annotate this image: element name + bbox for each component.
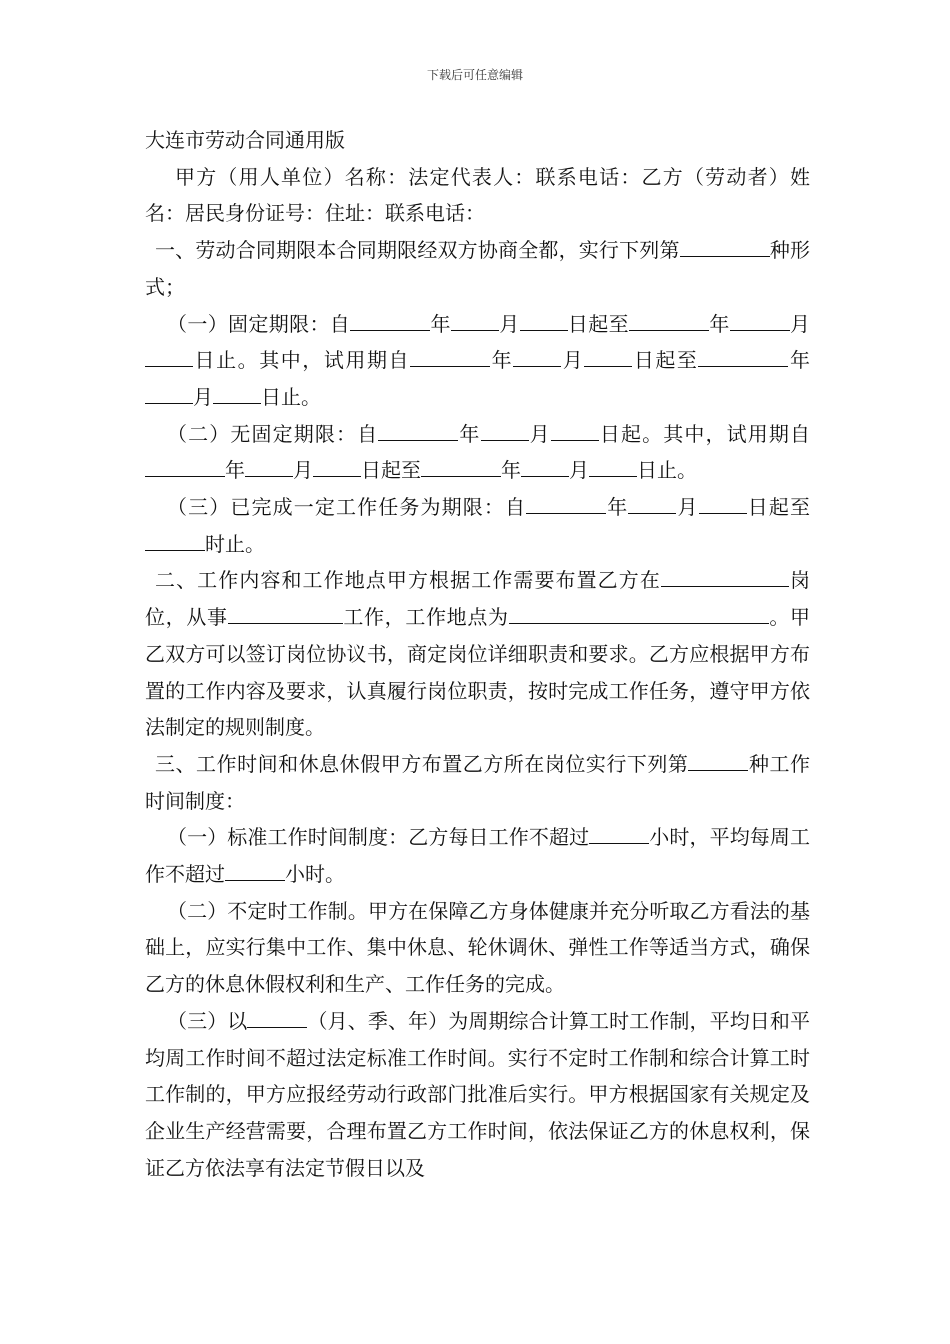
probation-text: 日起。其中，试用期自 (598, 421, 810, 446)
month-label: 月 (498, 311, 520, 336)
blank-field[interactable] (759, 562, 789, 587)
flexible-hours-paragraph (145, 893, 810, 1003)
section-3-text: 三、工作时间和休息休假甲方布置乙方所在岗位实行下列第 (155, 751, 689, 776)
blank-field[interactable] (421, 452, 501, 477)
section-1-paragraph (145, 232, 810, 305)
blank-field[interactable] (313, 452, 361, 477)
blank-field[interactable] (145, 526, 205, 551)
blank-field[interactable] (589, 452, 637, 477)
fixed-term-text: （一）固定期限：自 (167, 311, 351, 336)
year-label: 年 (501, 458, 521, 483)
duties-text: 。甲乙双方可以签订岗位协议书，商定岗位详细职责和要求。乙方应根据甲方布置的工作内容及要求，认真履行岗位职责，按时完成工作任务，遵守甲方依法制定的规则制度。 (145, 605, 811, 740)
task-term-text: （三）已完成一定工作任务为期限：自 (167, 495, 527, 520)
end-text: 日止。 (637, 458, 697, 483)
hours-end-text: 小时。 (285, 862, 345, 887)
month-label: 月 (789, 311, 811, 336)
month-label: 月 (561, 348, 585, 373)
task-term-paragraph (145, 489, 810, 562)
blank-field[interactable] (228, 599, 343, 624)
blank-field[interactable] (584, 342, 632, 367)
page-header: 下载后可任意编辑 (426, 68, 523, 82)
section-1-text: 一、劳动合同期限本合同期限经双方协商全都，实行下列第 (155, 238, 680, 263)
blank-field[interactable] (589, 819, 649, 844)
blank-field[interactable] (699, 489, 747, 514)
fixed-term-paragraph (145, 306, 810, 416)
blank-field[interactable] (520, 306, 568, 331)
end-text: 日止。 (261, 384, 321, 409)
blank-field[interactable] (350, 306, 430, 331)
blank-field[interactable] (213, 379, 261, 404)
year-label: 年 (458, 421, 481, 446)
open-term-text: （二）无固定期限：自 (167, 421, 379, 446)
parties-text: 甲方（用人单位）名称：法定代表人：联系电话：乙方（劳动者）姓名：居民身份证号：住址：联系电话： (145, 164, 810, 226)
flexible-hours-text: （二）不定时工作制。甲方在保障乙方身体健康并充分听取乙方看法的基础上，应实行集中工作、集中休息、轮休调休、弹性工作等适当方式，确保乙方的休息休假权利和生产、工作任务的完成。 (145, 898, 810, 997)
blank-field[interactable] (680, 232, 770, 257)
month-label: 月 (528, 421, 551, 446)
open-term-paragraph (145, 416, 810, 489)
blank-field[interactable] (145, 379, 193, 404)
blank-field[interactable] (526, 489, 606, 514)
year-label: 年 (788, 348, 811, 373)
blank-field[interactable] (661, 562, 759, 587)
blank-field[interactable] (709, 599, 769, 624)
location-text: 工作，工作地点为 (342, 605, 509, 630)
day-label: 日起至 (632, 348, 699, 373)
section-2-text: 二、工作内容和工作地点甲方根据工作需要布置乙方在 (155, 568, 661, 593)
blank-field[interactable] (698, 342, 788, 367)
document-title: 大连市劳动合同通用版 (145, 128, 345, 152)
end-text: 时止。 (205, 531, 265, 556)
parties-paragraph (145, 159, 810, 232)
day-label: 日起至 (746, 495, 810, 520)
blank-field[interactable] (451, 306, 499, 331)
section-1-text-end: 种形式； (145, 238, 811, 299)
blank-field[interactable] (513, 342, 561, 367)
blank-field[interactable] (760, 306, 790, 331)
year-label: 年 (606, 495, 629, 520)
month-label: 月 (676, 495, 699, 520)
post-text: 岗位，从事 (145, 568, 811, 630)
blank-field[interactable] (145, 342, 193, 367)
section-3-paragraph (145, 746, 810, 819)
blank-field[interactable] (629, 306, 709, 331)
blank-field[interactable] (730, 306, 760, 331)
document-body (145, 122, 810, 1186)
day-label: 日起至 (567, 311, 629, 336)
blank-field[interactable] (245, 452, 293, 477)
probation-text: 日止。其中，试用期自 (193, 348, 411, 373)
blank-field[interactable] (225, 856, 285, 881)
blank-field[interactable] (481, 416, 529, 441)
blank-field[interactable] (509, 599, 709, 624)
blank-field[interactable] (145, 452, 225, 477)
year-label: 年 (490, 348, 514, 373)
year-label: 年 (225, 458, 245, 483)
comprehensive-hours-text-end: （月、季、年）为周期综合计算工时工作制，平均日和平均周工作时间不超过法定标准工作时间。实行不定时工作制和综合计算工时工作制的，甲方应报经劳动行政部门批准后实行。甲方根据国家有关规定及企业生产经营需要，合理布置乙方工作时间，依法保证乙方的休息权利，保证乙方依法享有法定节假日以及 (145, 1008, 811, 1180)
month-label: 月 (569, 458, 589, 483)
comprehensive-hours-text: （三）以 (167, 1008, 248, 1033)
month-label: 月 (193, 384, 213, 409)
weekly-hours-text: 小时，平均每周工作不超过 (145, 825, 811, 887)
section-3-text-end: 种工作时间制度： (145, 751, 811, 813)
blank-field[interactable] (378, 416, 458, 441)
blank-field[interactable] (551, 416, 599, 441)
comprehensive-hours-paragraph (145, 1003, 810, 1187)
standard-hours-paragraph (145, 819, 810, 892)
blank-field[interactable] (521, 452, 569, 477)
section-2-paragraph (145, 562, 810, 746)
blank-field[interactable] (247, 1003, 307, 1028)
year-label: 年 (430, 311, 451, 336)
month-label: 月 (293, 458, 313, 483)
blank-field[interactable] (688, 746, 748, 771)
blank-field[interactable] (628, 489, 676, 514)
year-label: 年 (708, 311, 730, 336)
blank-field[interactable] (410, 342, 490, 367)
day-label: 日起至 (361, 458, 421, 483)
standard-hours-text: （一）标准工作时间制度：乙方每日工作不超过 (167, 825, 590, 850)
